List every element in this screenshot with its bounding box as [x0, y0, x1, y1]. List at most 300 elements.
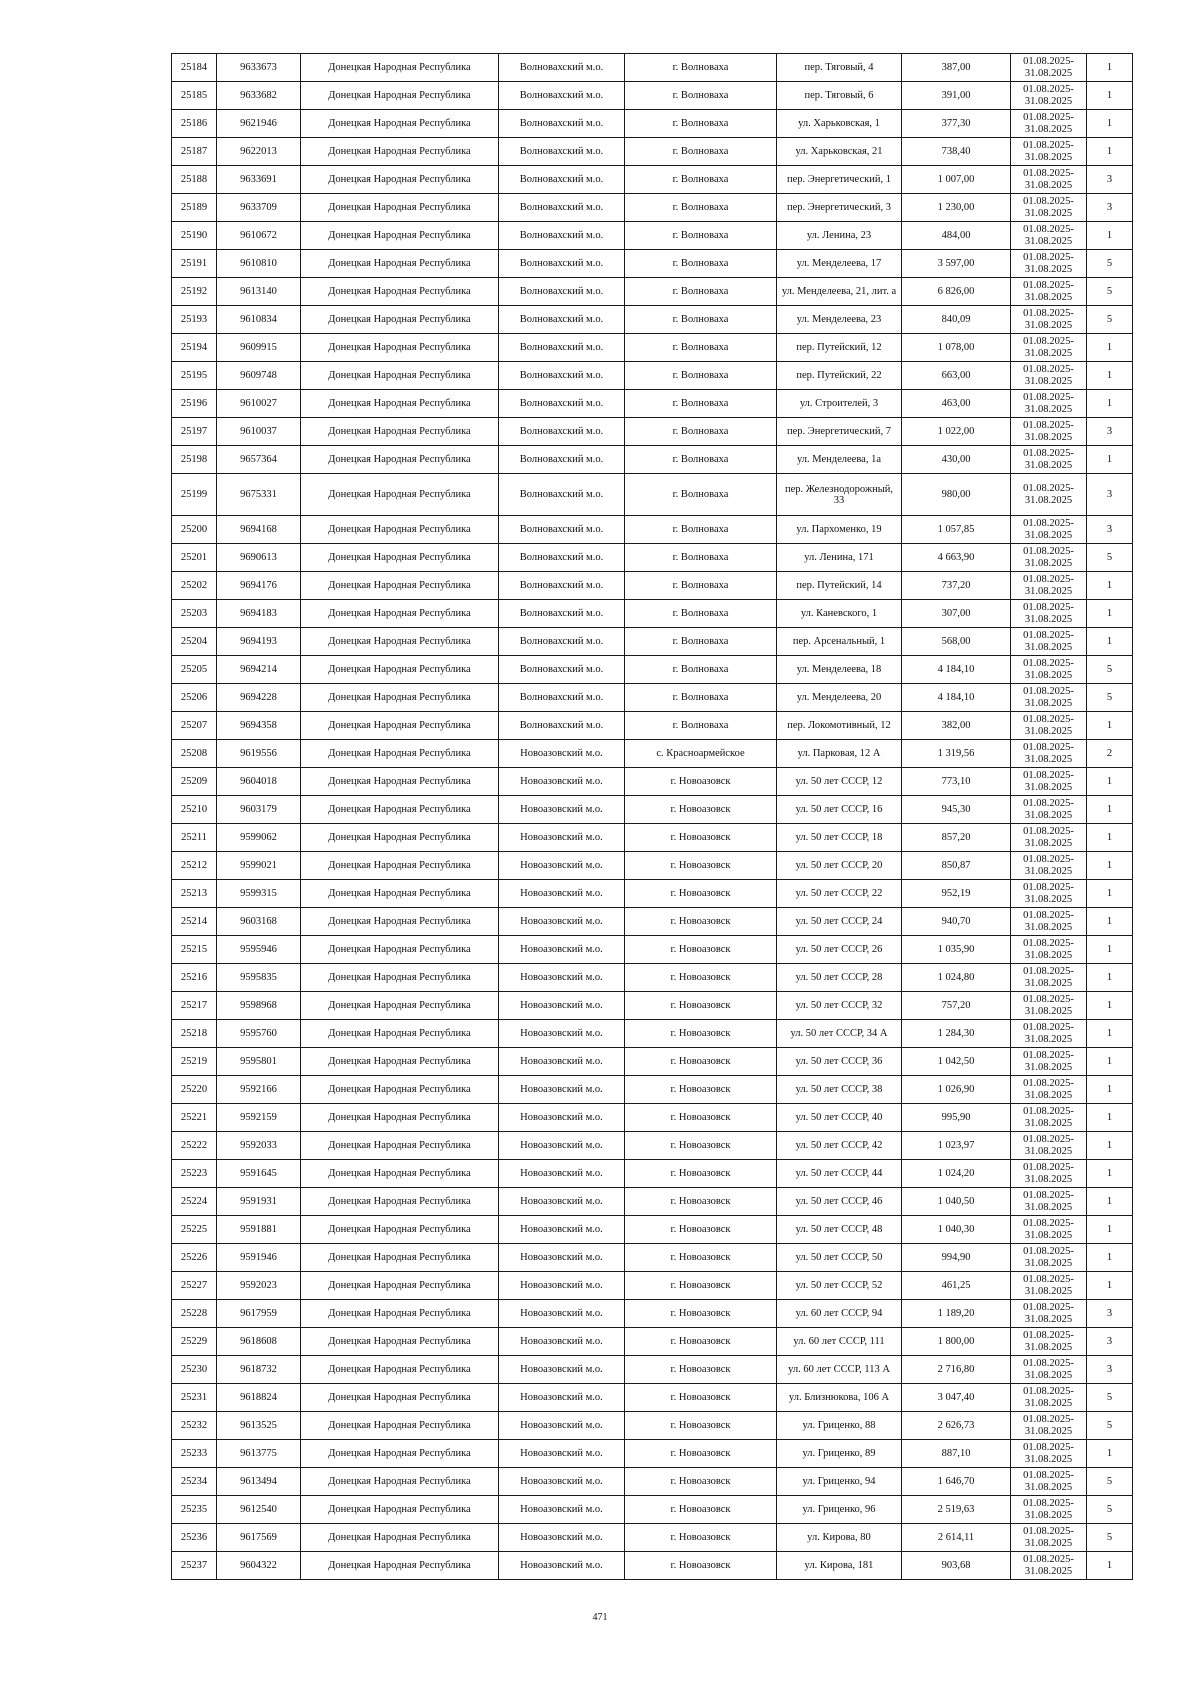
area-cell: 1 024,80 [902, 964, 1011, 992]
period-end: 31.08.2025 [1024, 1089, 1073, 1101]
row-number-cell: 25190 [172, 222, 217, 250]
period-cell [1011, 1300, 1087, 1328]
table-row [172, 768, 1133, 796]
period-end: 31.08.2025 [1024, 1285, 1073, 1297]
row-number-cell: 25215 [172, 936, 217, 964]
period-end: 31.08.2025 [1024, 1397, 1073, 1409]
city-cell: г. Новоазовск [625, 1552, 777, 1580]
table-row [172, 1384, 1133, 1412]
period-cell [1011, 138, 1087, 166]
area-cell: 1 007,00 [902, 166, 1011, 194]
region-cell: Донецкая Народная Республика [301, 166, 499, 194]
period-start: 01.08.2025- [1023, 447, 1074, 459]
code-cell: 9619556 [217, 740, 301, 768]
period-end: 31.08.2025 [1024, 95, 1073, 107]
table-row [172, 390, 1133, 418]
class-cell: 1 [1087, 572, 1133, 600]
code-cell: 9598968 [217, 992, 301, 1020]
class-cell: 5 [1087, 1496, 1133, 1524]
address-cell: ул. Каневского, 1 [777, 600, 902, 628]
city-cell: г. Волноваха [625, 138, 777, 166]
period-cell [1011, 1216, 1087, 1244]
city-cell: г. Новоазовск [625, 1216, 777, 1244]
period-end: 31.08.2025 [1024, 753, 1073, 765]
code-cell: 9592166 [217, 1076, 301, 1104]
city-cell: г. Волноваха [625, 278, 777, 306]
code-cell: 9618824 [217, 1384, 301, 1412]
row-number-cell: 25225 [172, 1216, 217, 1244]
period-start: 01.08.2025- [1023, 363, 1074, 375]
period-end: 31.08.2025 [1024, 1257, 1073, 1269]
class-cell: 1 [1087, 1132, 1133, 1160]
district-cell: Волновахский м.о. [499, 110, 625, 138]
address-cell: ул. Гриценко, 89 [777, 1440, 902, 1468]
class-cell: 1 [1087, 390, 1133, 418]
area-cell: 737,20 [902, 572, 1011, 600]
period-start: 01.08.2025- [1023, 111, 1074, 123]
city-cell: г. Волноваха [625, 446, 777, 474]
area-cell: 738,40 [902, 138, 1011, 166]
city-cell: г. Волноваха [625, 712, 777, 740]
period-cell [1011, 306, 1087, 334]
period-end: 31.08.2025 [1024, 669, 1073, 681]
area-cell: 2 716,80 [902, 1356, 1011, 1384]
district-cell: Волновахский м.о. [499, 516, 625, 544]
row-number-cell: 25217 [172, 992, 217, 1020]
city-cell: г. Волноваха [625, 544, 777, 572]
address-cell: ул. Менделеева, 23 [777, 306, 902, 334]
class-cell: 5 [1087, 684, 1133, 712]
period-end: 31.08.2025 [1024, 585, 1073, 597]
city-cell: г. Волноваха [625, 222, 777, 250]
district-cell: Новоазовский м.о. [499, 1160, 625, 1188]
table-row [172, 418, 1133, 446]
district-cell: Новоазовский м.о. [499, 1524, 625, 1552]
period-cell [1011, 474, 1087, 516]
address-cell: ул. 50 лет СССР, 32 [777, 992, 902, 1020]
period-cell [1011, 852, 1087, 880]
city-cell: г. Волноваха [625, 516, 777, 544]
period-cell [1011, 684, 1087, 712]
region-cell: Донецкая Народная Республика [301, 194, 499, 222]
code-cell: 9633673 [217, 54, 301, 82]
area-cell: 6 826,00 [902, 278, 1011, 306]
period-cell [1011, 1076, 1087, 1104]
area-cell: 1 040,30 [902, 1216, 1011, 1244]
table-row [172, 880, 1133, 908]
period-end: 31.08.2025 [1024, 949, 1073, 961]
table-row [172, 1468, 1133, 1496]
period-cell [1011, 992, 1087, 1020]
table-row [172, 250, 1133, 278]
table-row [172, 1496, 1133, 1524]
period-cell [1011, 712, 1087, 740]
region-cell: Донецкая Народная Республика [301, 278, 499, 306]
row-number-cell: 25228 [172, 1300, 217, 1328]
area-cell: 2 626,73 [902, 1412, 1011, 1440]
district-cell: Волновахский м.о. [499, 334, 625, 362]
period-start: 01.08.2025- [1023, 601, 1074, 613]
period-end: 31.08.2025 [1024, 459, 1073, 471]
period-cell [1011, 1384, 1087, 1412]
period-start: 01.08.2025- [1023, 1021, 1074, 1033]
period-cell [1011, 1272, 1087, 1300]
period-cell [1011, 656, 1087, 684]
row-number-cell: 25230 [172, 1356, 217, 1384]
address-cell: ул. Кирова, 181 [777, 1552, 902, 1580]
area-cell: 463,00 [902, 390, 1011, 418]
class-cell: 1 [1087, 768, 1133, 796]
row-number-cell: 25220 [172, 1076, 217, 1104]
area-cell: 940,70 [902, 908, 1011, 936]
row-number-cell: 25208 [172, 740, 217, 768]
district-cell: Волновахский м.о. [499, 656, 625, 684]
row-number-cell: 25236 [172, 1524, 217, 1552]
row-number-cell: 25211 [172, 824, 217, 852]
period-start: 01.08.2025- [1023, 223, 1074, 235]
area-cell: 903,68 [902, 1552, 1011, 1580]
period-start: 01.08.2025- [1023, 1357, 1074, 1369]
period-start: 01.08.2025- [1023, 1077, 1074, 1089]
district-cell: Волновахский м.о. [499, 474, 625, 516]
table-row [172, 572, 1133, 600]
period-cell [1011, 334, 1087, 362]
table-row [172, 992, 1133, 1020]
period-start: 01.08.2025- [1023, 769, 1074, 781]
region-cell: Донецкая Народная Республика [301, 1356, 499, 1384]
class-cell: 3 [1087, 194, 1133, 222]
period-cell [1011, 936, 1087, 964]
area-cell: 307,00 [902, 600, 1011, 628]
period-start: 01.08.2025- [1023, 1245, 1074, 1257]
district-cell: Новоазовский м.о. [499, 1188, 625, 1216]
table-row [172, 110, 1133, 138]
period-cell [1011, 544, 1087, 572]
code-cell: 9592033 [217, 1132, 301, 1160]
district-cell: Новоазовский м.о. [499, 852, 625, 880]
period-start: 01.08.2025- [1023, 657, 1074, 669]
period-start: 01.08.2025- [1023, 83, 1074, 95]
address-cell: ул. 50 лет СССР, 52 [777, 1272, 902, 1300]
area-cell: 1 024,20 [902, 1160, 1011, 1188]
table-row [172, 138, 1133, 166]
class-cell: 1 [1087, 796, 1133, 824]
area-cell: 857,20 [902, 824, 1011, 852]
region-cell: Донецкая Народная Республика [301, 1328, 499, 1356]
period-end: 31.08.2025 [1024, 1145, 1073, 1157]
class-cell: 1 [1087, 712, 1133, 740]
table-row [172, 362, 1133, 390]
code-cell: 9633691 [217, 166, 301, 194]
period-cell [1011, 1104, 1087, 1132]
row-number-cell: 25193 [172, 306, 217, 334]
address-cell: пер. Энергетический, 1 [777, 166, 902, 194]
region-cell: Донецкая Народная Республика [301, 1104, 499, 1132]
class-cell: 1 [1087, 1048, 1133, 1076]
table-row [172, 278, 1133, 306]
region-cell: Донецкая Народная Республика [301, 796, 499, 824]
table-row [172, 684, 1133, 712]
period-start: 01.08.2025- [1023, 1385, 1074, 1397]
row-number-cell: 25231 [172, 1384, 217, 1412]
address-cell: пер. Энергетический, 7 [777, 418, 902, 446]
city-cell: г. Новоазовск [625, 908, 777, 936]
row-number-cell: 25203 [172, 600, 217, 628]
period-start: 01.08.2025- [1023, 1497, 1074, 1509]
row-number-cell: 25216 [172, 964, 217, 992]
district-cell: Волновахский м.о. [499, 628, 625, 656]
region-cell: Донецкая Народная Республика [301, 138, 499, 166]
class-cell: 1 [1087, 964, 1133, 992]
table-row [172, 1104, 1133, 1132]
city-cell: г. Волноваха [625, 250, 777, 278]
address-cell: ул. 50 лет СССР, 34 А [777, 1020, 902, 1048]
row-number-cell: 25224 [172, 1188, 217, 1216]
table-row [172, 1412, 1133, 1440]
table-row [172, 600, 1133, 628]
district-cell: Волновахский м.о. [499, 82, 625, 110]
period-end: 31.08.2025 [1024, 1481, 1073, 1493]
district-cell: Новоазовский м.о. [499, 1048, 625, 1076]
period-end: 31.08.2025 [1024, 1565, 1073, 1577]
address-cell: ул. Харьковская, 1 [777, 110, 902, 138]
address-cell: пер. Тяговый, 4 [777, 54, 902, 82]
period-end: 31.08.2025 [1024, 613, 1073, 625]
class-cell: 3 [1087, 474, 1133, 516]
row-number-cell: 25202 [172, 572, 217, 600]
city-cell: г. Новоазовск [625, 824, 777, 852]
region-cell: Донецкая Народная Республика [301, 418, 499, 446]
table-row [172, 1132, 1133, 1160]
city-cell: г. Волноваха [625, 474, 777, 516]
area-cell: 1 189,20 [902, 1300, 1011, 1328]
period-cell [1011, 1048, 1087, 1076]
period-cell [1011, 1552, 1087, 1580]
address-cell: ул. 50 лет СССР, 36 [777, 1048, 902, 1076]
table-row [172, 194, 1133, 222]
row-number-cell: 25200 [172, 516, 217, 544]
region-cell: Донецкая Народная Республика [301, 852, 499, 880]
period-end: 31.08.2025 [1024, 1341, 1073, 1353]
region-cell: Донецкая Народная Республика [301, 1524, 499, 1552]
period-start: 01.08.2025- [1023, 335, 1074, 347]
class-cell: 5 [1087, 1384, 1133, 1412]
table-row [172, 222, 1133, 250]
address-cell: пер. Путейский, 14 [777, 572, 902, 600]
class-cell: 3 [1087, 1328, 1133, 1356]
region-cell: Донецкая Народная Республика [301, 656, 499, 684]
district-cell: Новоазовский м.о. [499, 1440, 625, 1468]
district-cell: Новоазовский м.о. [499, 1132, 625, 1160]
address-cell: ул. 50 лет СССР, 44 [777, 1160, 902, 1188]
region-cell: Донецкая Народная Республика [301, 334, 499, 362]
period-cell [1011, 1440, 1087, 1468]
period-start: 01.08.2025- [1023, 251, 1074, 263]
city-cell: г. Волноваха [625, 418, 777, 446]
period-start: 01.08.2025- [1023, 139, 1074, 151]
city-cell: г. Волноваха [625, 194, 777, 222]
period-start: 01.08.2025- [1023, 797, 1074, 809]
region-cell: Донецкая Народная Республика [301, 1188, 499, 1216]
address-cell: ул. Ленина, 23 [777, 222, 902, 250]
district-cell: Новоазовский м.о. [499, 880, 625, 908]
class-cell: 3 [1087, 1356, 1133, 1384]
period-end: 31.08.2025 [1024, 781, 1073, 793]
district-cell: Новоазовский м.о. [499, 1216, 625, 1244]
region-cell: Донецкая Народная Республика [301, 1216, 499, 1244]
area-cell: 1 026,90 [902, 1076, 1011, 1104]
code-cell: 9618732 [217, 1356, 301, 1384]
period-end: 31.08.2025 [1024, 1201, 1073, 1213]
address-cell: ул. 50 лет СССР, 12 [777, 768, 902, 796]
period-start: 01.08.2025- [1023, 685, 1074, 697]
region-cell: Донецкая Народная Республика [301, 1552, 499, 1580]
district-cell: Новоазовский м.о. [499, 1384, 625, 1412]
class-cell: 1 [1087, 222, 1133, 250]
period-cell [1011, 82, 1087, 110]
period-cell [1011, 1020, 1087, 1048]
region-cell: Донецкая Народная Республика [301, 222, 499, 250]
period-cell [1011, 390, 1087, 418]
address-cell: ул. 50 лет СССР, 46 [777, 1188, 902, 1216]
class-cell: 5 [1087, 1412, 1133, 1440]
address-cell: ул. 50 лет СССР, 22 [777, 880, 902, 908]
district-cell: Волновахский м.о. [499, 390, 625, 418]
code-cell: 9694193 [217, 628, 301, 656]
period-cell [1011, 110, 1087, 138]
class-cell: 1 [1087, 1020, 1133, 1048]
class-cell: 1 [1087, 54, 1133, 82]
city-cell: г. Новоазовск [625, 880, 777, 908]
code-cell: 9633682 [217, 82, 301, 110]
class-cell: 5 [1087, 1524, 1133, 1552]
period-start: 01.08.2025- [1023, 1273, 1074, 1285]
address-cell: ул. Ленина, 171 [777, 544, 902, 572]
region-cell: Донецкая Народная Республика [301, 628, 499, 656]
row-number-cell: 25192 [172, 278, 217, 306]
code-cell: 9694176 [217, 572, 301, 600]
region-cell: Донецкая Народная Республика [301, 1048, 499, 1076]
period-cell [1011, 1468, 1087, 1496]
city-cell: г. Новоазовск [625, 1468, 777, 1496]
period-end: 31.08.2025 [1024, 494, 1073, 506]
area-cell: 994,90 [902, 1244, 1011, 1272]
region-cell: Донецкая Народная Республика [301, 684, 499, 712]
row-number-cell: 25212 [172, 852, 217, 880]
period-start: 01.08.2025- [1023, 741, 1074, 753]
city-cell: г. Новоазовск [625, 1244, 777, 1272]
area-cell: 4 184,10 [902, 684, 1011, 712]
table-row [172, 166, 1133, 194]
city-cell: г. Новоазовск [625, 1384, 777, 1412]
period-end: 31.08.2025 [1024, 725, 1073, 737]
period-cell [1011, 1356, 1087, 1384]
address-cell: ул. 50 лет СССР, 28 [777, 964, 902, 992]
class-cell: 1 [1087, 138, 1133, 166]
district-cell: Волновахский м.о. [499, 712, 625, 740]
region-cell: Донецкая Народная Республика [301, 908, 499, 936]
code-cell: 9657364 [217, 446, 301, 474]
city-cell: г. Волноваха [625, 362, 777, 390]
row-number-cell: 25227 [172, 1272, 217, 1300]
row-number-cell: 25234 [172, 1468, 217, 1496]
table-row [172, 1048, 1133, 1076]
period-end: 31.08.2025 [1024, 207, 1073, 219]
address-cell: ул. Менделеева, 18 [777, 656, 902, 684]
class-cell: 5 [1087, 656, 1133, 684]
district-cell: Новоазовский м.о. [499, 992, 625, 1020]
code-cell: 9609915 [217, 334, 301, 362]
row-number-cell: 25237 [172, 1552, 217, 1580]
period-start: 01.08.2025- [1023, 307, 1074, 319]
code-cell: 9694214 [217, 656, 301, 684]
code-cell: 9612540 [217, 1496, 301, 1524]
address-cell: пер. Путейский, 22 [777, 362, 902, 390]
address-cell: ул. Пархоменко, 19 [777, 516, 902, 544]
period-start: 01.08.2025- [1023, 1413, 1074, 1425]
district-cell: Новоазовский м.о. [499, 768, 625, 796]
table-row [172, 1552, 1133, 1580]
period-cell [1011, 418, 1087, 446]
city-cell: г. Новоазовск [625, 1356, 777, 1384]
code-cell: 9613775 [217, 1440, 301, 1468]
district-cell: Новоазовский м.о. [499, 1020, 625, 1048]
region-cell: Донецкая Народная Республика [301, 992, 499, 1020]
code-cell: 9595946 [217, 936, 301, 964]
code-cell: 9603179 [217, 796, 301, 824]
period-end: 31.08.2025 [1024, 1313, 1073, 1325]
district-cell: Новоазовский м.о. [499, 1552, 625, 1580]
area-cell: 484,00 [902, 222, 1011, 250]
address-cell: ул. 50 лет СССР, 48 [777, 1216, 902, 1244]
city-cell: с. Красноармейское [625, 740, 777, 768]
period-start: 01.08.2025- [1023, 629, 1074, 641]
period-cell [1011, 1524, 1087, 1552]
city-cell: г. Волноваха [625, 684, 777, 712]
region-cell: Донецкая Народная Республика [301, 544, 499, 572]
row-number-cell: 25229 [172, 1328, 217, 1356]
class-cell: 1 [1087, 1160, 1133, 1188]
class-cell: 1 [1087, 852, 1133, 880]
data-table [171, 53, 1133, 1580]
table-row [172, 1076, 1133, 1104]
code-cell: 9618608 [217, 1328, 301, 1356]
address-cell: ул. 50 лет СССР, 20 [777, 852, 902, 880]
code-cell: 9610027 [217, 390, 301, 418]
address-cell: ул. 50 лет СССР, 18 [777, 824, 902, 852]
code-cell: 9675331 [217, 474, 301, 516]
code-cell: 9595801 [217, 1048, 301, 1076]
row-number-cell: 25197 [172, 418, 217, 446]
period-cell [1011, 516, 1087, 544]
row-number-cell: 25232 [172, 1412, 217, 1440]
table-row [172, 1272, 1133, 1300]
city-cell: г. Новоазовск [625, 1104, 777, 1132]
address-cell: ул. Кирова, 80 [777, 1524, 902, 1552]
region-cell: Донецкая Народная Республика [301, 390, 499, 418]
period-start: 01.08.2025- [1023, 1301, 1074, 1313]
table-row [172, 628, 1133, 656]
period-cell [1011, 964, 1087, 992]
area-cell: 1 057,85 [902, 516, 1011, 544]
district-cell: Новоазовский м.о. [499, 1104, 625, 1132]
period-end: 31.08.2025 [1024, 697, 1073, 709]
address-cell: ул. Близнюкова, 106 А [777, 1384, 902, 1412]
area-cell: 2 519,63 [902, 1496, 1011, 1524]
table-row [172, 1020, 1133, 1048]
period-end: 31.08.2025 [1024, 1537, 1073, 1549]
region-cell: Донецкая Народная Республика [301, 1272, 499, 1300]
